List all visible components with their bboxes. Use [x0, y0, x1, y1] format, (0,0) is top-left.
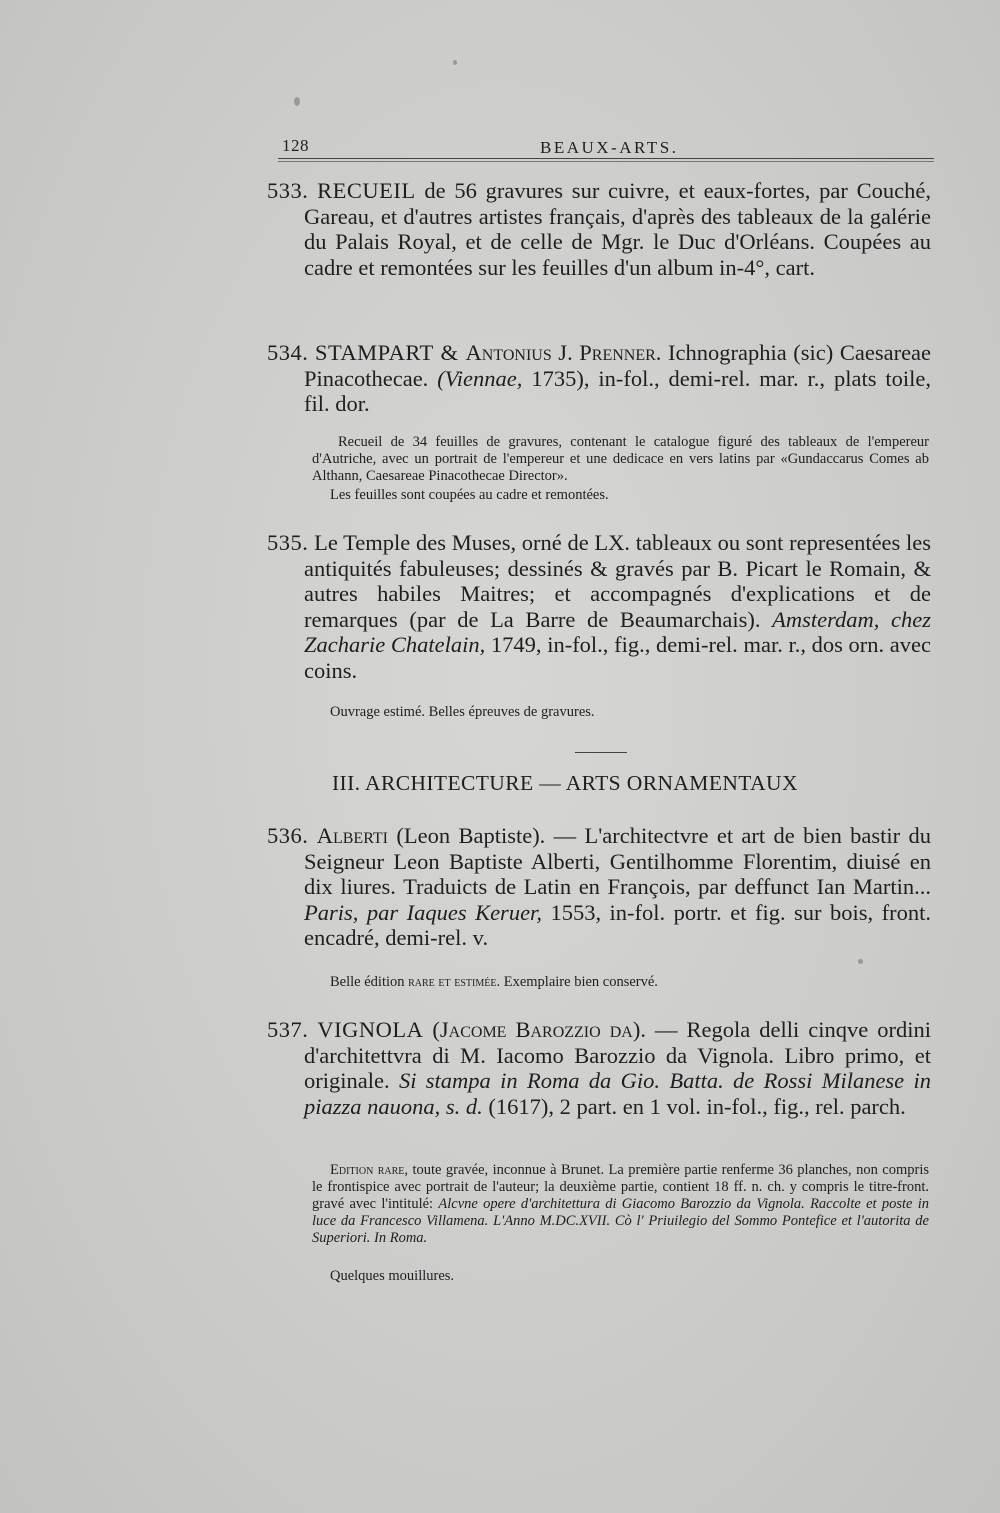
entry-title: RECUEIL [317, 178, 416, 203]
page-header [278, 136, 934, 160]
entry-text: — Regola delli cinqve ordini d'architettvra di M. Iacomo Barozzio da Vignola. Libro primo, et originale. [304, 1017, 932, 1093]
entry-author: STAMPART & [314, 340, 466, 365]
entry-534 [267, 340, 932, 417]
entry-text: de 56 gravures sur cuivre, et eaux-fortes, par Couché, Gareau, et d'autres artistes français, d'après des tableaux de la galérie du Palais Royal, et de celle de Mgr. le Duc d'Orléans. Coupées au cadre et remontées sur les feuilles d'un album in-4°, cart. [304, 178, 932, 280]
section-title: III. ARCHITECTURE — ARTS ORNAMENTAUX [332, 771, 798, 795]
header-rule-thin [278, 161, 934, 162]
entry-author-smallcaps: (Jacome Barozzio da). [432, 1017, 646, 1042]
entry-text-continued: 1749, in-fol., fig., demi-rel. mar. r., dos orn. avec coins. [304, 632, 931, 683]
entry-author-smallcaps: Antonius J. Prenner. [465, 340, 662, 365]
entry-place: (Viennae, [437, 365, 523, 391]
entry-number: 535. [267, 530, 309, 555]
entry-535 [267, 530, 932, 683]
entry-537-note-2: Quelques mouillures. [330, 1268, 455, 1284]
running-title: BEAUX-ARTS. [540, 138, 679, 157]
entry-534-note: Recueil de 34 feuilles de gravures, contenant le catalogue figuré des tableaux de l'empereur d'Autriche, avec un portrait de l'empereur et une dedicace en vers latins par «Gundaccarus Comes ab Althann, Caesareae Pinacothecae Director». [312, 434, 929, 484]
entry-536 [267, 823, 932, 951]
entry-author: VIGNOLA [317, 1017, 424, 1042]
entry-536-note [312, 974, 929, 991]
entry-text: Ichnographia (sic) Caesareae Pinacothecae. [304, 340, 932, 391]
entry-535-note: Ouvrage estimé. Belles épreuves de gravures. [330, 704, 595, 720]
entry-number: 537. [267, 1017, 309, 1042]
header-rule [278, 158, 934, 159]
paper-speck [858, 959, 863, 964]
note-smallcaps: Edition rare, [330, 1162, 409, 1178]
entry-number: 533. [267, 178, 309, 203]
note-smallcaps: rare et estimée. [408, 974, 501, 990]
entry-533 [267, 178, 932, 280]
entry-place: Amsterdam, chez Zacharie Chatelain, [304, 606, 932, 657]
entry-text-continued: (1617), 2 part. en 1 vol. in-fol., fig., rel. parch. [488, 1093, 906, 1119]
entry-text-continued: 1735), in-fol., demi-rel. mar. r., plats toile, fil. dor. [304, 365, 932, 416]
note-text: Belle édition [330, 974, 405, 990]
paper-speck [294, 97, 300, 106]
entry-534-note-2: Les feuilles sont coupées au cadre et remontées. [330, 487, 609, 503]
entry-537 [267, 1017, 932, 1119]
entry-place: Paris, par Iaques Keruer, [304, 899, 542, 925]
entry-text: (Leon Baptiste). — L'architectvre et art de bien bastir du Seigneur Leon Baptiste Alberti, Gentilhomme Florentim, diuisé en dix liures. Traduicts de Latin en François, par deffunct Ian Martin... [304, 823, 932, 899]
page-number: 128 [282, 136, 309, 155]
entry-place: Si stampa in Roma da Gio. Batta. de Rossi Milanese in piazza nauona, s. d. [304, 1068, 932, 1119]
entry-537-note [312, 1162, 929, 1247]
entry-number: 536. [267, 823, 309, 848]
entry-author-smallcaps: Alberti [316, 823, 389, 848]
note-text-continued: Exemplaire bien conservé. [503, 974, 658, 990]
entry-text: Le Temple des Muses, orné de LX. tableaux ou sont representées les antiquités fabuleuses; dessinés & gravés par B. Picart le Romain, & autres habiles Maitres; et accompagnés d'explications et de remarques (par de La Barre de Beaumarchais). [304, 530, 932, 632]
note-italic: Alcvne opere d'architettura di Giacomo Barozzio da Vignola. Raccolte et poste in luce da Francesco Villamena. L'Anno M.DC.XVII. Cò l' Priuilegio del Sommo Pontefice et l'autorita de Superiori. In Roma. [312, 1196, 929, 1246]
section-separator [575, 752, 627, 753]
entry-number: 534. [267, 340, 309, 365]
paper-speck [453, 60, 457, 65]
entry-text-continued: 1553, in-fol. portr. et fig. sur bois, front. encadré, demi-rel. v. [304, 899, 932, 950]
note-text: toute gravée, inconnue à Brunet. La première partie renferme 36 planches, non compris le frontispice avec portrait de l'auteur; la deuxième partie, contient 18 ff. n. ch. y compris le titre-front. gravé avec l'intitulé: [312, 1162, 929, 1212]
